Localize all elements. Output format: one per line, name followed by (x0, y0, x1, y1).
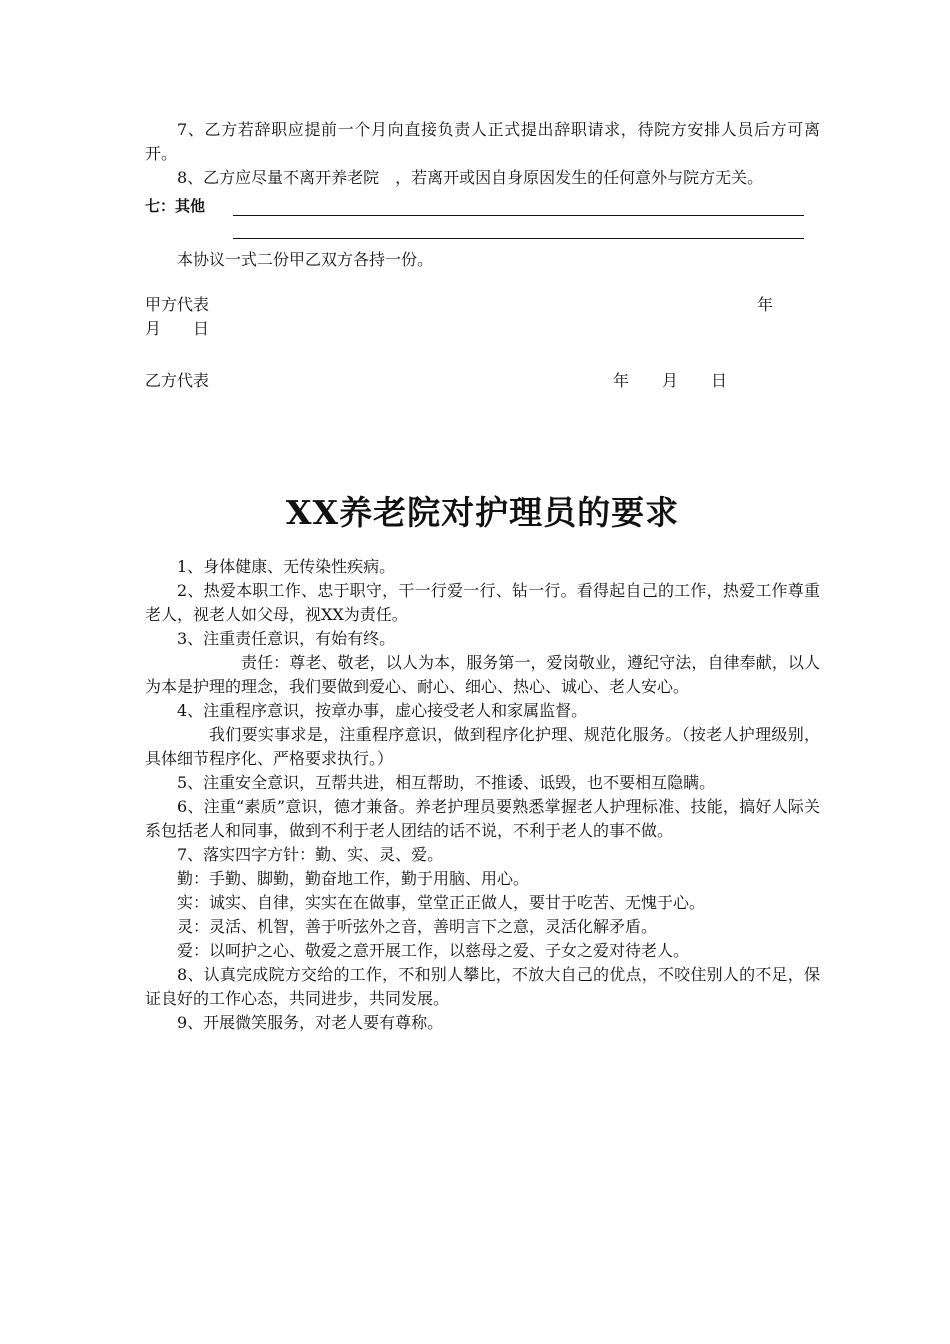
requirement-7-qin: 勤：手勤、脚勤，勤奋地工作，勤于用脑、用心。 (177, 869, 530, 888)
requirement-8: 8、认真完成院方交给的工作，不和别人攀比，不放大自己的优点，不咬住别人的不足，保证良好的工作心态，共同进步，共同发展。 (145, 965, 820, 1008)
requirement-6: 6、注重“素质”意识，德才兼备。养老护理员要熟悉掌握老人护理标准、技能，搞好人际关系包括老人和同事，做到不利于老人团结的话不说，不利于老人的事不做。 (145, 797, 820, 840)
requirement-1: 1、身体健康、无传染性疾病。 (177, 557, 396, 576)
requirement-2: 2、热爱本职工作、忠于职守，干一行爱一行、钻一行。看得起自己的工作，热爱工作尊重老人，视老人如父母，视XX为责任。 (145, 581, 820, 624)
fill-in-line-1 (233, 197, 804, 216)
requirement-7-ling: 灵：灵活、机智，善于听弦外之音，善明言下之意，灵活化解矛盾。 (177, 917, 658, 936)
section-other-title: 七：其他 (145, 197, 206, 215)
fill-in-line-2 (233, 216, 804, 239)
clause-7: 7、乙方若辞职应提前一个月向直接负责人正式提出辞职请求，待院方安排人员后方可离开。 (145, 120, 820, 163)
party-b-day: 日 (711, 371, 728, 390)
document-page (145, 118, 820, 1035)
requirement-9: 9、开展微笑服务，对老人要有尊称。 (177, 1013, 444, 1032)
requirement-3: 3、注重责任意识，有始有终。 (177, 629, 396, 648)
party-a-day: 日 (193, 319, 210, 338)
party-a-label: 甲方代表 (145, 295, 210, 314)
requirement-7: 7、落实四字方针：勤、实、灵、爱。 (177, 845, 444, 864)
requirement-4-detail: 我们要实事求是，注重程序意识，做到程序化护理、规范化服务。（按老人护理级别，具体细节程序化、严格要求执行。） (145, 725, 820, 768)
party-b-month: 月 (662, 371, 679, 390)
party-b-row (145, 369, 820, 393)
requirement-4: 4、注重程序意识，按章办事，虚心接受老人和家属监督。 (177, 701, 588, 720)
requirement-5: 5、注重安全意识，互帮共进，相互帮助，不推诿、诋毁，也不要相互隐瞒。 (177, 773, 716, 792)
clause-8: 8、乙方应尽量不离开养老院 ，若离开或因自身原因发生的任何意外与院方无关。 (177, 168, 764, 187)
document-title: XX养老院对护理员的要求 (285, 493, 680, 532)
section-other-row (145, 190, 820, 216)
party-b-label: 乙方代表 (145, 371, 210, 390)
party-a-row (145, 293, 820, 317)
party-a-year: 年 (757, 295, 774, 314)
requirement-3-detail: 责任：尊老、敬老，以人为本，服务第一，爱岗敬业，遵纪守法，自律奉献，以人为本是护理的理念，我们要做到爱心、耐心、细心、热心、诚心、老人安心。 (145, 653, 820, 696)
requirement-7-shi: 实：诚实、自律，实实在在做事，堂堂正正做人，要甘于吃苦、无愧于心。 (177, 893, 706, 912)
party-a-date-row (145, 317, 820, 341)
copies-note: 本协议一式二份甲乙双方各持一份。 (177, 250, 434, 269)
party-b-year: 年 (613, 371, 630, 390)
requirement-7-ai: 爱：以呵护之心、敬爱之意开展工作，以慈母之爱、子女之爱对待老人。 (177, 941, 690, 960)
party-a-month: 月 (145, 319, 162, 338)
